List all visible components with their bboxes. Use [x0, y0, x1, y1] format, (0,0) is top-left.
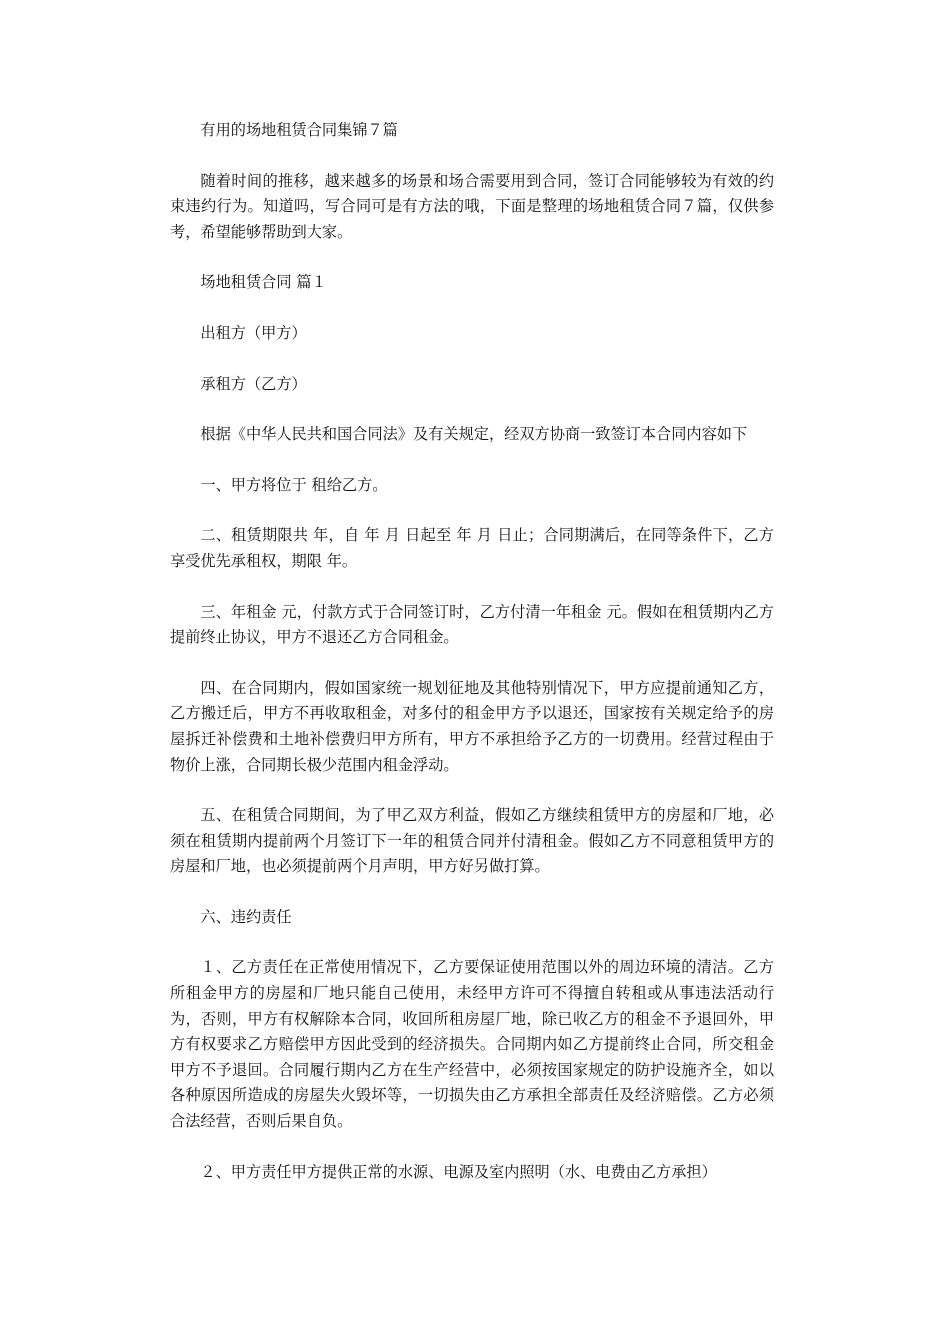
clause-6-heading: 六、违约责任: [200, 907, 292, 926]
document-title: 有用的场地租赁合同集锦７篇: [200, 121, 398, 139]
document-page: [170, 118, 774, 1210]
party-a-line: 出租方（甲方）: [200, 323, 307, 342]
clause-6-item-1: １、乙方责任在正常使用情况下，乙方要保证使用范围以外的周边环境的清洁。乙方所租金甲方的房屋和厂地只能自己使用，未经甲方许可不得擅自转租或从事违法活动行为，否则，甲方有权解除本合同，收回所租房屋厂地，除已收乙方的租金不予退回外，甲方有权要求乙方赔偿甲方因此受到的经济损失。合同期内如乙方提前终止合同，所交租金甲方不予退回。合同履行期内乙方在生产经营中，必须按国家规定的防护设施齐全，如以各种原因所造成的房屋失火毁坏等，一切损失由乙方承担全部责任及经济赔偿。乙方必须合法经营，否则后果自负。: [170, 958, 774, 1131]
paragraph-intro: 随着时间的推移，越来越多的场景和场合需要用到合同，签订合同能够较为有效的约束违约行为。知道吗，写合同可是有方法的哦，下面是整理的场地租赁合同７篇，仅供参考，希望能够帮助到大家。: [170, 171, 774, 241]
clause-6-item-2: ２、甲方责任甲方提供正常的水源、电源及室内照明（水、电费由乙方承担）: [200, 1162, 717, 1181]
clause-3: 三、年租金 元，付款方式于合同签订时，乙方付清一年租金 元。假如在租赁期内乙方提前终止协议，甲方不退还乙方合同租金。: [170, 602, 774, 647]
clause-4: 四、在合同期内，假如国家统一规划征地及其他特别情况下，甲方应提前通知乙方，乙方搬迁后，甲方不再收取租金，对多付的租金甲方予以退还，国家按有关规定给予的房屋拆迁补偿费和土地补偿费归甲方所有，甲方不承担给予乙方的一切费用。经营过程由于物价上涨，合同期长极少范围内租金浮动。: [170, 678, 774, 774]
clause-1: 一、甲方将位于 租给乙方。: [200, 475, 388, 494]
section-heading: 场地租赁合同 篇１: [200, 273, 327, 292]
clause-5: 五、在租赁合同期间，为了甲乙双方利益，假如乙方继续租赁甲方的房屋和厂地，必须在租赁期内提前两个月签订下一年的租赁合同并付清租金。假如乙方不同意租赁甲方的房屋和厂地，也必须提前两个月声明，甲方好另做打算。: [170, 806, 774, 876]
paragraph-basis: 根据《中华人民共和国合同法》及有关规定，经双方协商一致签订本合同内容如下: [200, 425, 748, 444]
party-b-line: 承租方（乙方）: [200, 374, 307, 393]
clause-2: 二、租赁期限共 年，自 年 月 日起至 年 月 日止；合同期满后，在同等条件下，乙方享受优先承租权，期限 年。: [170, 526, 774, 570]
